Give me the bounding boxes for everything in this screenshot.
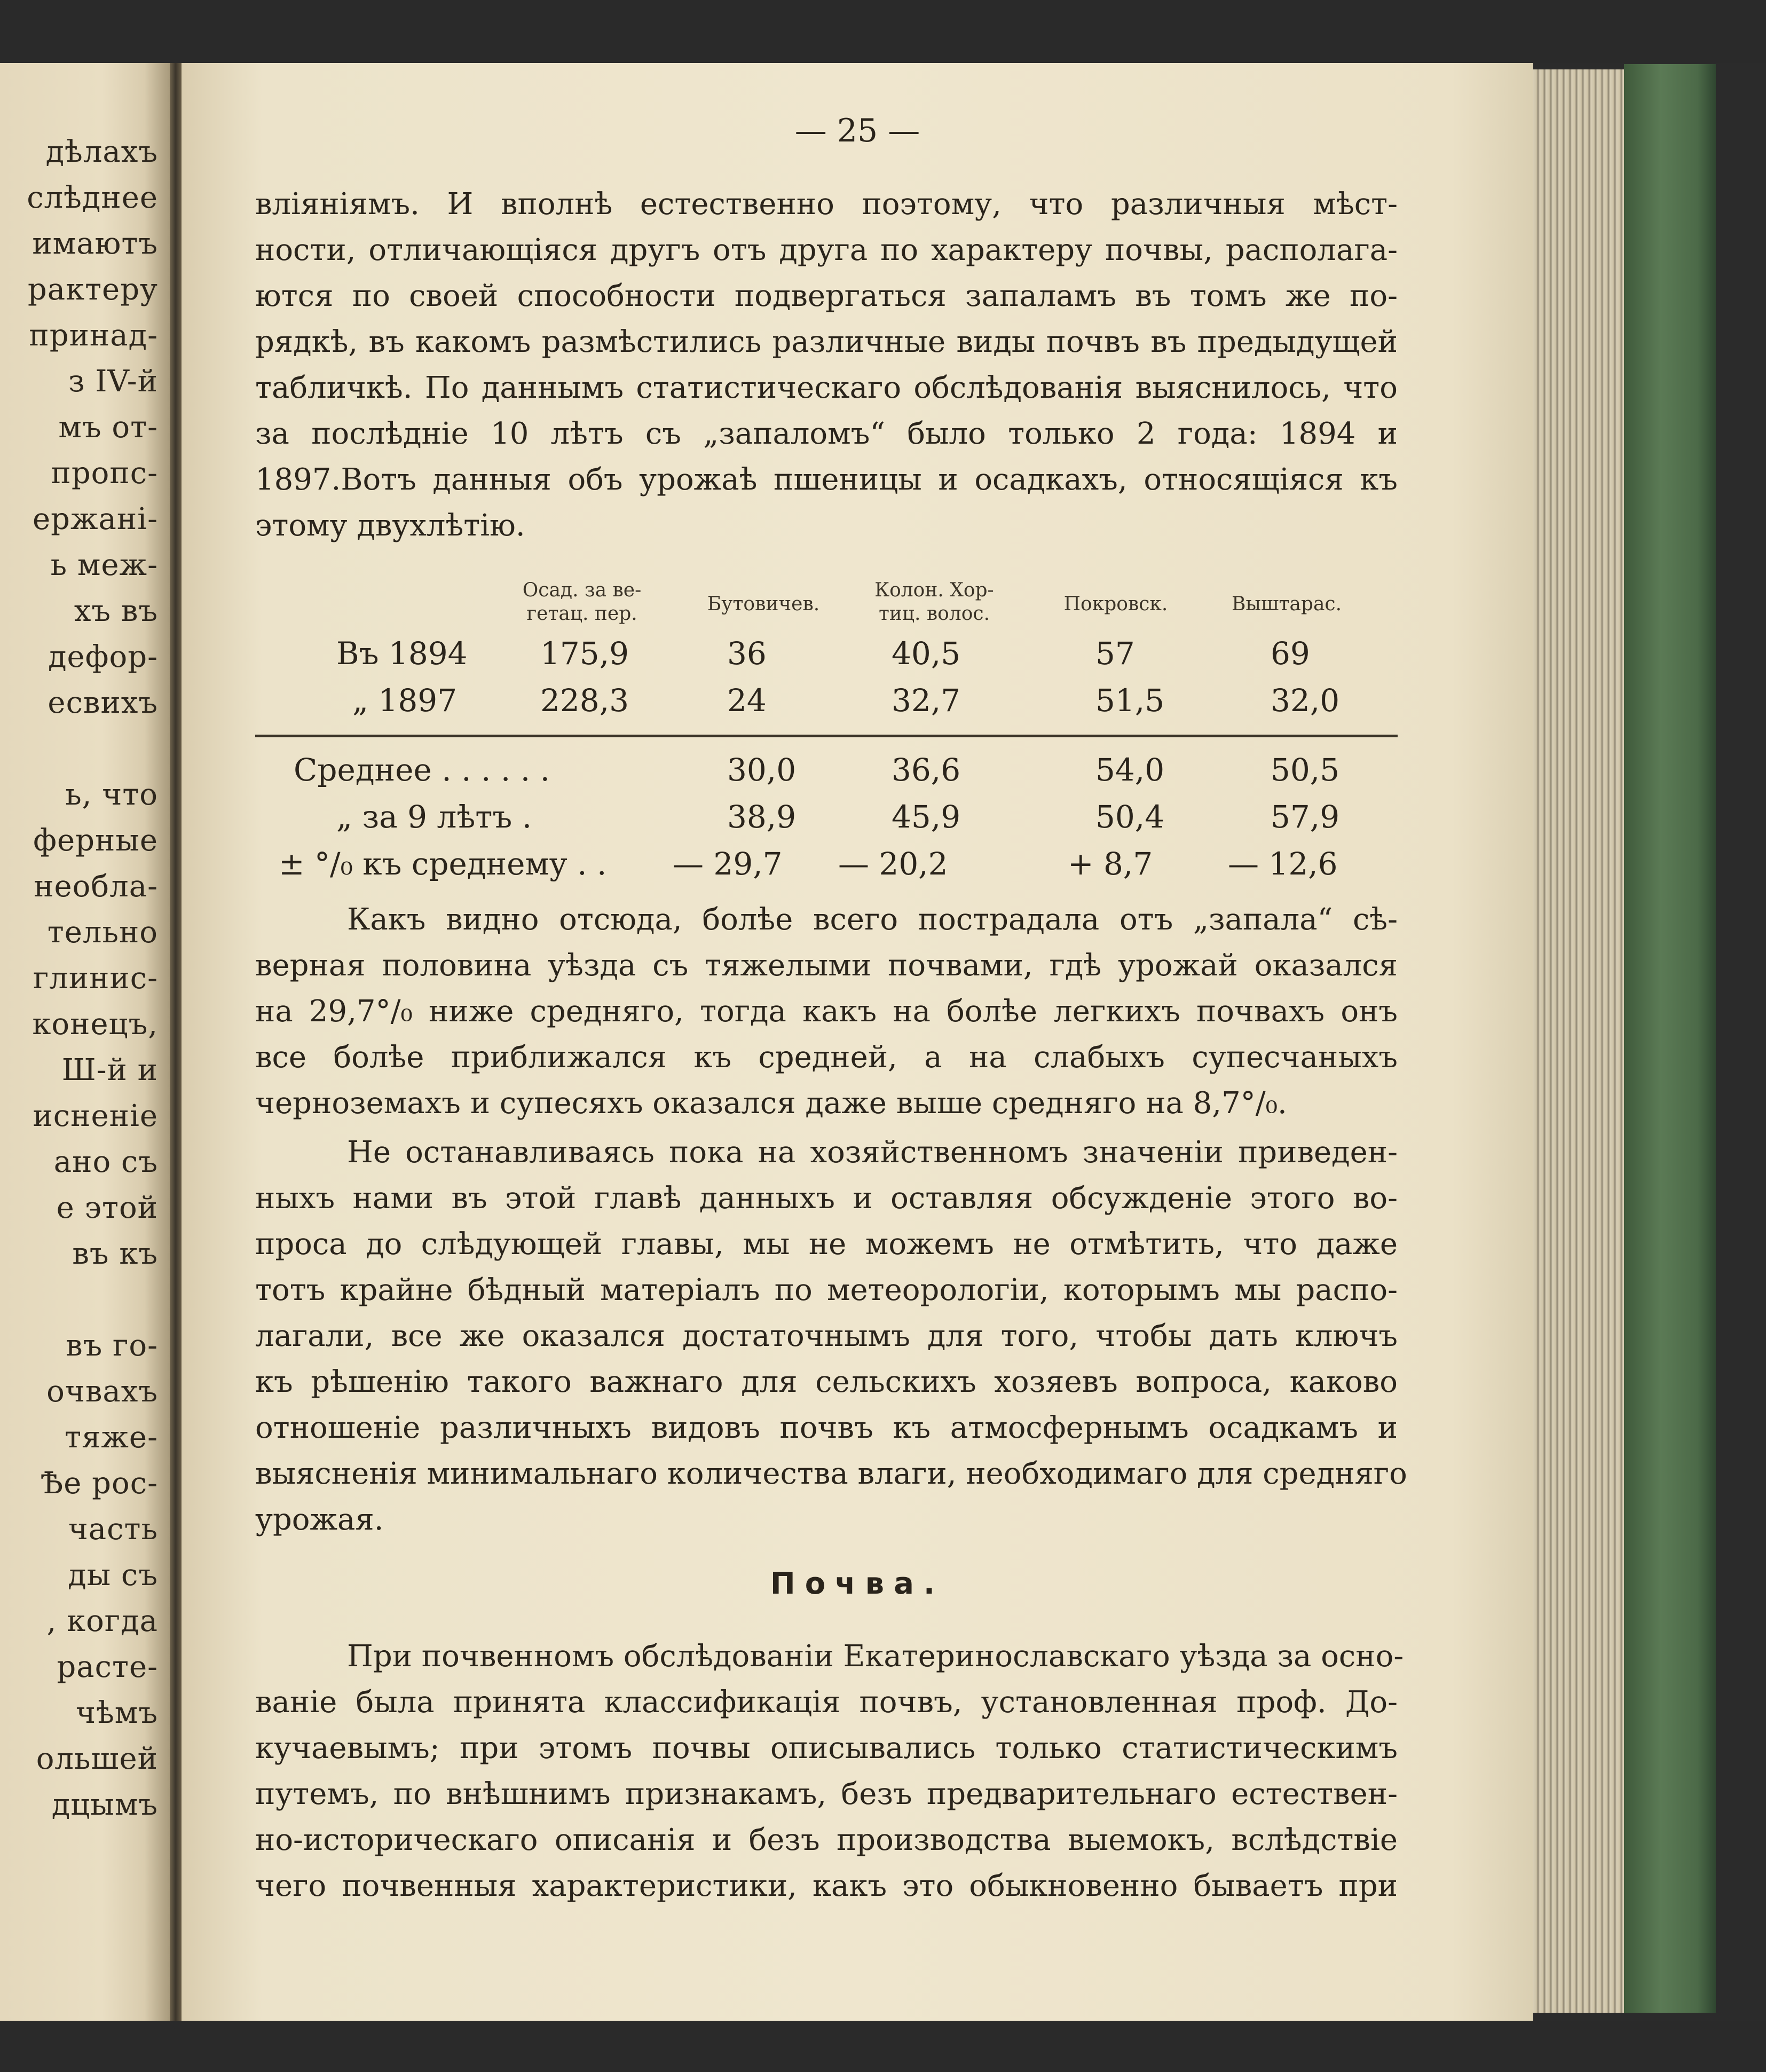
table-cell: 69 [1271, 635, 1310, 672]
table-header-pokrovsk: Покровск. [1063, 593, 1168, 615]
scan-background-bottom [0, 2021, 1766, 2072]
text-line: за послѣднiе 10 лѣтъ съ „запаломъ“ было только 2 года: 1894 и [255, 416, 1398, 451]
text-line: Какъ видно отсюда, болѣе всего пострадала отъ „запала“ сѣ- [347, 902, 1398, 937]
left-page-text-fragment: ержанi- [32, 502, 158, 537]
text-line: влiянiямъ. И вполнѣ естественно поэтому, что различныя мѣст- [255, 187, 1398, 222]
table-cell: 51,5 [1095, 682, 1165, 719]
text-line: Не останавливаясь пока на хозяйственномъ значенiи приведен- [347, 1135, 1398, 1170]
left-page-text-fragment: тельно [47, 915, 158, 950]
table-cell: 24 [727, 682, 767, 719]
table-cell: — 29,7 [673, 846, 783, 882]
table-cell: 38,9 [727, 799, 797, 835]
table-row-label: Въ 1894 [336, 635, 468, 672]
page-stack-edges [1533, 69, 1624, 2013]
left-page-text-fragment: Ш-й и [61, 1053, 158, 1088]
left-page-text-fragment: очвахъ [46, 1374, 158, 1409]
table-cell: 45,9 [892, 799, 961, 835]
left-page-text-fragment: расте- [57, 1650, 158, 1684]
page-number: — 25 — [794, 112, 920, 149]
main-page [182, 63, 1533, 2021]
text-line: рядкѣ, въ какомъ размѣстились различные виды почвъ въ предыдущей [255, 325, 1398, 359]
left-page-text-fragment: пропс- [51, 456, 158, 491]
table-cell: 32,7 [892, 682, 961, 719]
text-line: къ рѣшенiю такого важнаго для сельскихъ хозяевъ вопроса, каково [255, 1365, 1398, 1399]
left-page-text-fragment: есвихъ [48, 686, 158, 720]
left-page-text-fragment: дцымъ [51, 1787, 158, 1822]
table-cell: 50,5 [1271, 752, 1340, 788]
left-page-text-fragment: , когда [46, 1604, 158, 1638]
left-page-text-fragment: ано съ [53, 1145, 158, 1179]
book-cover-green [1624, 64, 1716, 2013]
left-page-text-fragment: ь меж- [50, 548, 158, 582]
text-line: выясненiя минимальнаго количества влаги, необходимаго для средняго [255, 1456, 1407, 1491]
table-header-butovichev: Бутовичев. [707, 593, 820, 615]
left-page-text-fragment: хъ въ [74, 594, 158, 628]
table-header-vyshtaras: Выштарас. [1231, 593, 1342, 615]
left-page-text-fragment: чѣмъ [76, 1696, 158, 1730]
section-heading: Почва. [770, 1566, 945, 1601]
text-line: ются по своей способности подвергаться запаламъ въ томъ же по- [255, 279, 1398, 313]
text-line: табличкѣ. По даннымъ статистическаго обслѣдованiя выяснилось, что [255, 371, 1398, 405]
left-page-text-fragment: ольшей [36, 1742, 158, 1776]
table-cell: 40,5 [892, 635, 961, 672]
text-line: этому двухлѣтiю. [255, 508, 525, 543]
text-line: но-историческаго описанiя и безъ производства выемокъ, вслѣдствiе [255, 1823, 1398, 1857]
table-row-label: „ 1897 [352, 682, 458, 719]
left-page-text-fragment: принад- [29, 318, 158, 353]
table-cell: 57,9 [1271, 799, 1340, 835]
text-line: чего почвенныя характеристики, какъ это обыкновенно бываетъ при [255, 1869, 1398, 1903]
table-cell: — 20,2 [838, 846, 948, 882]
table-cell: + 8,7 [1068, 846, 1153, 882]
left-page-text-fragment: мъ от- [58, 410, 158, 445]
left-page-text-fragment: дефор- [48, 640, 158, 674]
table-cell: — 12,6 [1228, 846, 1338, 882]
left-page-text-fragment: въ го- [66, 1328, 158, 1363]
left-page-text-fragment: слѣднее [27, 180, 158, 215]
table-cell: 36,6 [892, 752, 961, 788]
text-line: ванiе была принята классификацiя почвъ, установленная проф. До- [255, 1685, 1398, 1720]
table-cell: 54,0 [1095, 752, 1165, 788]
table-cell: 57 [1095, 635, 1135, 672]
text-line: кучаевымъ; при этомъ почвы описывались только статистическимъ [255, 1731, 1398, 1766]
table-cell: 50,4 [1095, 799, 1165, 835]
table-row-label: „ за 9 лѣтъ . [336, 799, 532, 835]
left-page-text-fragment: ды съ [68, 1558, 158, 1593]
table-header-khortits: Колон. Хор- тиц. волос. [874, 579, 994, 625]
text-line: все болѣе приближался къ средней, а на слабыхъ супесчаныхъ [255, 1040, 1398, 1075]
left-page-text-fragment: рактеру [27, 272, 158, 307]
left-facing-page [0, 63, 170, 2021]
left-page-text-fragment: конецъ, [32, 1007, 158, 1042]
scan-background-top [0, 0, 1766, 63]
text-line: на 29,7°/₀ ниже средняго, тогда какъ на болѣе легкихъ почвахъ онъ [255, 994, 1398, 1029]
left-page-text-fragment: глинис- [33, 961, 158, 996]
text-line: 1897.Вотъ данныя объ урожаѣ пшеницы и осадкахъ, относящiяся къ [255, 462, 1398, 497]
left-page-text-fragment: з IV-й [68, 364, 158, 399]
text-line: При почвенномъ обслѣдованiи Екатеринославскаго уѣзда за осно- [347, 1639, 1404, 1674]
text-line: проса до слѣдующей главы, мы не можемъ не отмѣтить, что даже [255, 1227, 1398, 1262]
book-gutter [170, 63, 182, 2021]
table-cell: 175,9 [540, 635, 629, 672]
table-cell: 228,3 [540, 682, 629, 719]
left-page-text-fragment: тяже- [65, 1420, 158, 1455]
left-page-text-fragment: въ къ [72, 1236, 158, 1271]
left-page-text-fragment: Ѣе рос- [40, 1466, 158, 1501]
left-page-text-fragment: имаютъ [32, 226, 158, 261]
left-page-text-fragment: дѣлахъ [45, 135, 158, 169]
left-page-text-fragment: ь, что [65, 777, 158, 812]
left-page-text-fragment: е этой [56, 1191, 158, 1225]
text-line: ности, отличающiяся другъ отъ друга по характеру почвы, располага- [255, 233, 1398, 267]
left-page-text-fragment: ферные [33, 823, 158, 858]
text-line: путемъ, по внѣшнимъ признакамъ, безъ предварительнаго естествен- [255, 1777, 1398, 1811]
table-cell: 32,0 [1271, 682, 1340, 719]
text-line: черноземахъ и супесяхъ оказался даже выше средняго на 8,7°/₀. [255, 1086, 1287, 1121]
table-row-label: Среднее . . . . . . [294, 752, 550, 788]
table-header-osad: Осад. за ве- гетац. пер. [522, 579, 642, 625]
text-line: тотъ крайне бѣдный матерiалъ по метеорологiи, которымъ мы распо- [255, 1273, 1398, 1307]
text-line: ныхъ нами въ этой главѣ данныхъ и оставляя обсужденiе этого во- [255, 1181, 1398, 1216]
left-page-text-fragment: необла- [34, 869, 158, 904]
table-cell: 30,0 [727, 752, 797, 788]
table-rule [255, 735, 1398, 737]
text-line: отношенiе различныхъ видовъ почвъ къ атмосфернымъ осадкамъ и [255, 1411, 1398, 1445]
left-page-text-fragment: исненiе [33, 1099, 158, 1133]
text-line: лагали, все же оказался достаточнымъ для того, чтобы дать ключъ [255, 1319, 1398, 1353]
text-line: урожая. [255, 1502, 384, 1537]
left-page-text-fragment: часть [68, 1512, 158, 1547]
table-row-label: ± °/₀ къ среднему . . [279, 846, 607, 882]
table-cell: 36 [727, 635, 767, 672]
text-line: верная половина уѣзда съ тяжелыми почвами, гдѣ урожай оказался [255, 948, 1398, 983]
